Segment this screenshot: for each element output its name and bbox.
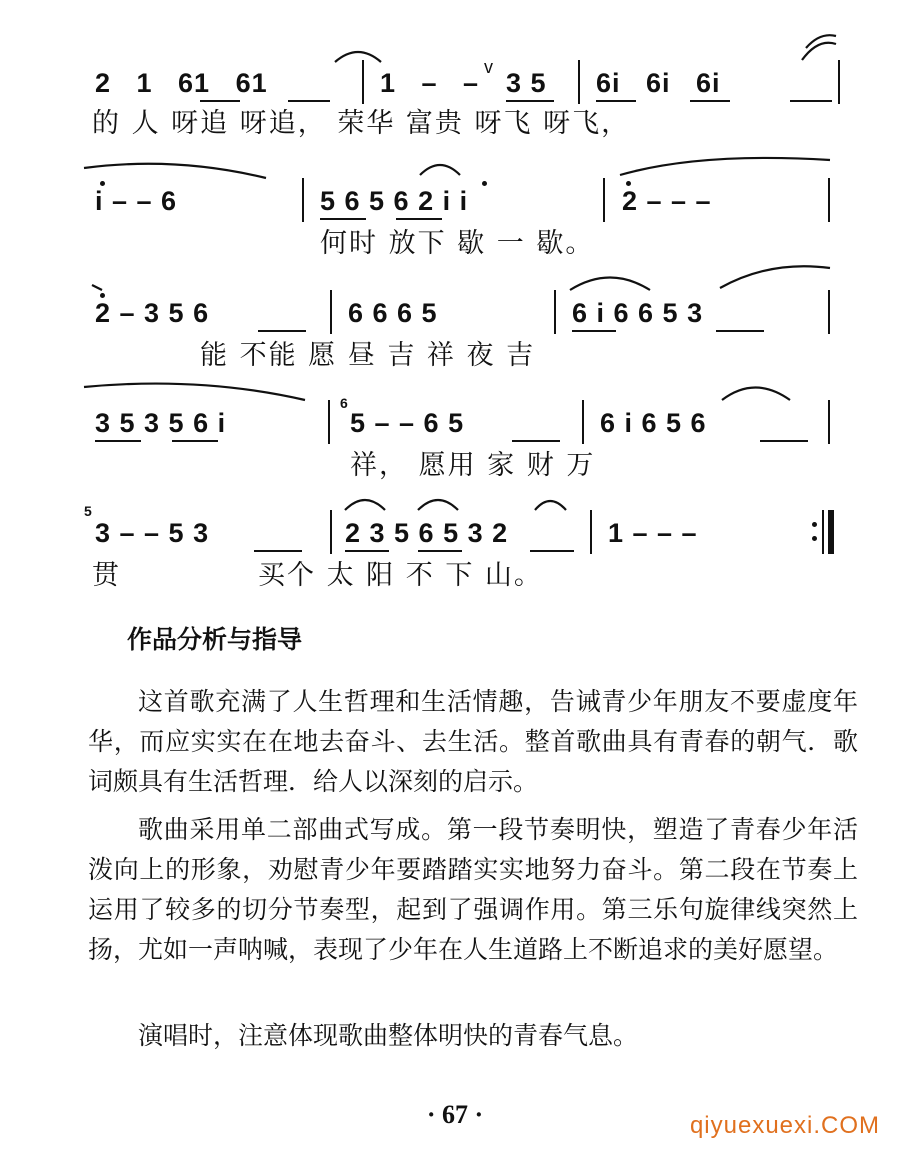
end-repeat-sign bbox=[812, 510, 840, 554]
notes-segment: 3 – – 5 3 bbox=[95, 518, 210, 548]
slur-mark bbox=[420, 165, 460, 175]
slur-mark bbox=[418, 500, 458, 510]
barline bbox=[330, 290, 332, 334]
slur-mark bbox=[806, 35, 836, 48]
barline bbox=[603, 178, 605, 222]
notes-segment: 3 5 3 5 6 i bbox=[95, 408, 227, 438]
analysis-paragraph: 演唱时，注意体现歌曲整体明快的青春气息。 bbox=[138, 1021, 639, 1050]
lyrics-line: 能 不能 愿 昼 吉 祥 夜 吉 bbox=[200, 340, 536, 371]
barline bbox=[330, 510, 332, 554]
slur-mark bbox=[92, 285, 102, 290]
notes-segment: 2 – 3 5 6 bbox=[95, 298, 210, 328]
notes-segment: 5 – – 6 5 bbox=[350, 408, 465, 438]
notes-segment: 2 1 61 61 bbox=[95, 68, 268, 98]
lyrics-line: 贯 bbox=[92, 560, 121, 591]
underline bbox=[418, 550, 462, 552]
underline bbox=[254, 550, 302, 552]
underline bbox=[572, 330, 616, 332]
grace-note: 6 bbox=[340, 395, 349, 411]
barline bbox=[838, 60, 840, 104]
underline bbox=[512, 440, 560, 442]
underline bbox=[320, 218, 366, 220]
octave-dot bbox=[100, 293, 105, 298]
lyrics-line: 祥， 愿用 家 财 万 bbox=[350, 450, 596, 481]
barline bbox=[328, 400, 330, 444]
notes-segment: 3 5 bbox=[506, 68, 547, 98]
slur-mark bbox=[720, 266, 830, 288]
lyrics-line: 的 人 呀追 呀追， 荣华 富贵 呀飞 呀飞， bbox=[92, 108, 631, 139]
notes-segment: 2 – – – bbox=[622, 186, 712, 216]
slur-mark bbox=[620, 158, 830, 175]
octave-dot bbox=[100, 181, 105, 186]
notes-segment: i – – 6 bbox=[95, 186, 178, 216]
underline bbox=[790, 100, 832, 102]
lyrics-line: 何时 放下 歇 一 歇。 bbox=[320, 228, 595, 259]
slur-mark bbox=[802, 43, 836, 60]
slur-mark bbox=[335, 52, 381, 62]
underline bbox=[172, 440, 218, 442]
barline bbox=[828, 400, 830, 444]
notes-segment: 6 i 6 5 6 bbox=[600, 408, 707, 438]
slur-mark bbox=[84, 164, 266, 178]
page-number: · 67 · bbox=[426, 1100, 484, 1129]
underline bbox=[596, 100, 636, 102]
barline bbox=[590, 510, 592, 554]
barline bbox=[828, 178, 830, 222]
underline bbox=[716, 330, 764, 332]
underline bbox=[258, 330, 306, 332]
analysis-paragraph: 这首歌充满了人生哲理和生活情趣，告诫青少年朋友不要虚度年华，而应实实在在地去奋斗、去生活。整首歌曲具有青春的朝气．歌词颇具有生活哲理．给人以深刻的启示。 bbox=[88, 687, 858, 796]
grace-note: 5 bbox=[84, 503, 93, 519]
barline bbox=[582, 400, 584, 444]
notes-segment: 6 6 6 5 bbox=[348, 298, 438, 328]
underline bbox=[200, 100, 240, 102]
barline bbox=[302, 178, 304, 222]
underline bbox=[530, 550, 574, 552]
underline bbox=[760, 440, 808, 442]
octave-dot bbox=[482, 181, 487, 186]
underline bbox=[396, 218, 442, 220]
barline bbox=[362, 60, 364, 104]
underline bbox=[506, 100, 554, 102]
notes-segment: 2 3 5 6 5 3 2 bbox=[345, 518, 509, 548]
underline bbox=[288, 100, 330, 102]
slur-mark bbox=[535, 501, 566, 510]
barline bbox=[578, 60, 580, 104]
slur-mark bbox=[722, 388, 790, 401]
notes-segment: 6 i 6 6 5 3 bbox=[572, 298, 704, 328]
barline bbox=[554, 290, 556, 334]
slur-mark bbox=[570, 278, 650, 291]
underline bbox=[690, 100, 730, 102]
watermark-logo: qiyuexuexi.COM bbox=[689, 1112, 880, 1139]
section-heading: 作品分析与指导 bbox=[127, 625, 303, 654]
lyrics-line: 买个 太 阳 不 下 山。 bbox=[258, 560, 543, 591]
underline bbox=[345, 550, 389, 552]
notes-segment: 5 6 5 6 2 i i bbox=[320, 186, 469, 216]
breath-mark: v bbox=[484, 57, 494, 77]
notes-segment: 1 – – – bbox=[608, 518, 698, 548]
octave-dot bbox=[626, 181, 631, 186]
analysis-paragraph: 歌曲采用单二部曲式写成。第一段节奏明快，塑造了青春少年活泼向上的形象，劝慰青少年要踏踏实实地努力奋斗。第二段在节奏上运用了较多的切分节奏型，起到了强调作用。第三乐句旋律线突然上扬，尤如一声呐喊，表现了少年在人生道路上不断追求的美好愿望。 bbox=[88, 815, 858, 964]
notes-segment: 6i 6i 6i bbox=[596, 68, 721, 98]
slur-mark bbox=[84, 384, 305, 400]
barline bbox=[828, 290, 830, 334]
slur-mark bbox=[345, 500, 385, 510]
underline bbox=[95, 440, 141, 442]
notes-segment: 1 – – bbox=[380, 68, 480, 98]
